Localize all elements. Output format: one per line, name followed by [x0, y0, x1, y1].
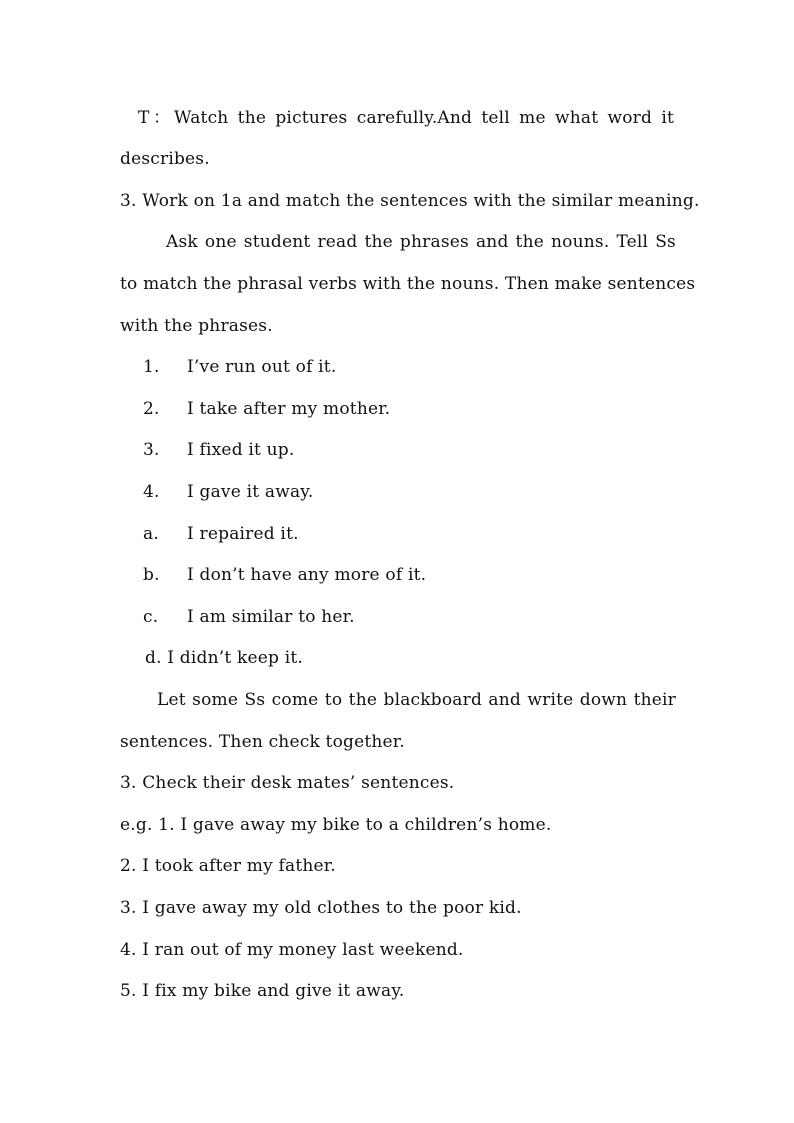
list-text: I take after my mother. [187, 399, 391, 419]
list-text: I’ve run out of it. [187, 357, 337, 377]
list-letter: c. [143, 607, 159, 627]
instruction-line: T：Watch the pictures carefully.And tell me what word it [138, 108, 674, 128]
list-number: 3. [143, 440, 160, 460]
example-line: 4. I ran out of my money last weekend. [120, 940, 464, 960]
instruction-line-continued: describes. [120, 149, 210, 169]
list-number: 1. [143, 357, 160, 377]
section-heading-work-on-1a: 3. Work on 1a and match the sentences with the similar meaning. [120, 191, 700, 211]
list-text: I repaired it. [187, 524, 299, 544]
paragraph-line: sentences. Then check together. [120, 732, 405, 752]
list-number: 4. [143, 482, 160, 502]
example-line: 2. I took after my father. [120, 856, 336, 876]
list-number: 2. [143, 399, 160, 419]
paragraph-line: Let some Ss come to the blackboard and write down their [157, 690, 676, 710]
list-text: I gave it away. [187, 482, 314, 502]
list-text: I fixed it up. [187, 440, 295, 460]
section-heading-check-sentences: 3. Check their desk mates’ sentences. [120, 773, 455, 793]
list-text: I am similar to her. [187, 607, 355, 627]
paragraph-line: Ask one student read the phrases and the nouns. Tell Ss [166, 232, 676, 252]
paragraph-line: with the phrases. [120, 316, 273, 336]
list-text: I don’t have any more of it. [187, 565, 427, 585]
example-line: 5. I fix my bike and give it away. [120, 981, 405, 1001]
list-item: d. I didn’t keep it. [145, 648, 303, 668]
example-line: e.g. 1. I gave away my bike to a children’s home. [120, 815, 552, 835]
list-letter: b. [143, 565, 160, 585]
paragraph-line: to match the phrasal verbs with the nouns. Then make sentences [120, 274, 696, 294]
example-line: 3. I gave away my old clothes to the poor kid. [120, 898, 522, 918]
list-letter: a. [143, 524, 159, 544]
